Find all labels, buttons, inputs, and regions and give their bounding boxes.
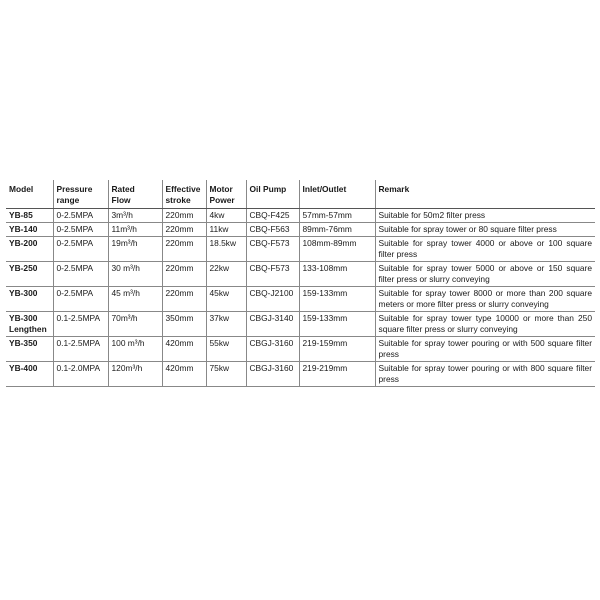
header-motor-power: Motor Power: [206, 180, 246, 209]
header-inlet-outlet: Inlet/Outlet: [299, 180, 375, 209]
cell-pump: CBQ-J2100: [246, 287, 299, 312]
cell-model: YB-400: [6, 362, 53, 387]
cell-stroke: 420mm: [162, 362, 206, 387]
cell-pump: CBQ-F425: [246, 209, 299, 223]
cell-stroke: 220mm: [162, 223, 206, 237]
cell-motor: 75kw: [206, 362, 246, 387]
header-effective-stroke: Effective stroke: [162, 180, 206, 209]
cell-model: YB-140: [6, 223, 53, 237]
cell-remark: Suitable for 50m2 filter press: [375, 209, 595, 223]
cell-inlet-outlet: 89mm-76mm: [299, 223, 375, 237]
cell-inlet-outlet: 159-133mm: [299, 312, 375, 337]
cell-flow: 19m³/h: [108, 237, 162, 262]
cell-inlet-outlet: 57mm-57mm: [299, 209, 375, 223]
cell-flow: 30 m³/h: [108, 262, 162, 287]
cell-remark: Suitable for spray tower 8000 or more than 200 square meters or more filter press or slurry conveying: [375, 287, 595, 312]
cell-remark: Suitable for spray tower pouring or with 500 square filter press: [375, 337, 595, 362]
cell-remark: Suitable for spray tower pouring or with 800 square filter press: [375, 362, 595, 387]
cell-pump: CBGJ-3160: [246, 337, 299, 362]
cell-pressure: 0-2.5MPA: [53, 223, 108, 237]
table-row: [6, 237, 595, 262]
cell-model: YB-300 Lengthen: [6, 312, 53, 337]
table-row: [6, 337, 595, 362]
cell-flow: 11m³/h: [108, 223, 162, 237]
cell-stroke: 350mm: [162, 312, 206, 337]
cell-stroke: 220mm: [162, 209, 206, 223]
cell-model: YB-250: [6, 262, 53, 287]
spec-table-container: [6, 180, 595, 387]
cell-stroke: 220mm: [162, 237, 206, 262]
table-row: [6, 209, 595, 223]
cell-motor: 4kw: [206, 209, 246, 223]
header-row: [6, 180, 595, 209]
cell-motor: 45kw: [206, 287, 246, 312]
cell-model: YB-85: [6, 209, 53, 223]
header-oil-pump: Oil Pump: [246, 180, 299, 209]
cell-inlet-outlet: 219-219mm: [299, 362, 375, 387]
cell-flow: 70m³/h: [108, 312, 162, 337]
cell-stroke: 220mm: [162, 262, 206, 287]
cell-motor: 18.5kw: [206, 237, 246, 262]
cell-stroke: 420mm: [162, 337, 206, 362]
cell-pump: CBGJ-3160: [246, 362, 299, 387]
cell-pressure: 0-2.5MPA: [53, 209, 108, 223]
table-row: [6, 312, 595, 337]
header-model: Model: [6, 180, 53, 209]
cell-flow: 100 m³/h: [108, 337, 162, 362]
table-row: [6, 362, 595, 387]
cell-pressure: 0.1-2.0MPA: [53, 362, 108, 387]
cell-pressure: 0-2.5MPA: [53, 287, 108, 312]
cell-pump: CBQ-F573: [246, 262, 299, 287]
cell-pump: CBQ-F573: [246, 237, 299, 262]
header-rated-flow: Rated Flow: [108, 180, 162, 209]
cell-inlet-outlet: 108mm-89mm: [299, 237, 375, 262]
cell-motor: 22kw: [206, 262, 246, 287]
cell-model: YB-300: [6, 287, 53, 312]
cell-inlet-outlet: 159-133mm: [299, 287, 375, 312]
table-row: [6, 287, 595, 312]
cell-pressure: 0-2.5MPA: [53, 262, 108, 287]
cell-motor: 55kw: [206, 337, 246, 362]
cell-flow: 45 m³/h: [108, 287, 162, 312]
cell-model: YB-200: [6, 237, 53, 262]
cell-model: YB-350: [6, 337, 53, 362]
cell-remark: Suitable for spray tower type 10000 or more than 250 square filter press or slurry conveying: [375, 312, 595, 337]
cell-inlet-outlet: 219-159mm: [299, 337, 375, 362]
cell-pressure: 0.1-2.5MPA: [53, 337, 108, 362]
cell-stroke: 220mm: [162, 287, 206, 312]
table-row: [6, 262, 595, 287]
cell-pressure: 0.1-2.5MPA: [53, 312, 108, 337]
header-pressure-range: Pressure range: [53, 180, 108, 209]
cell-motor: 37kw: [206, 312, 246, 337]
cell-flow: 3m³/h: [108, 209, 162, 223]
cell-pump: CBQ-F563: [246, 223, 299, 237]
cell-flow: 120m³/h: [108, 362, 162, 387]
cell-remark: Suitable for spray tower 4000 or above or 100 square filter press: [375, 237, 595, 262]
cell-motor: 11kw: [206, 223, 246, 237]
cell-inlet-outlet: 133-108mm: [299, 262, 375, 287]
header-remark: Remark: [375, 180, 595, 209]
cell-pump: CBGJ-3140: [246, 312, 299, 337]
spec-table: [6, 180, 595, 387]
cell-remark: Suitable for spray tower or 80 square filter press: [375, 223, 595, 237]
cell-pressure: 0-2.5MPA: [53, 237, 108, 262]
table-row: [6, 223, 595, 237]
cell-remark: Suitable for spray tower 5000 or above or 150 square filter press or slurry conveying: [375, 262, 595, 287]
